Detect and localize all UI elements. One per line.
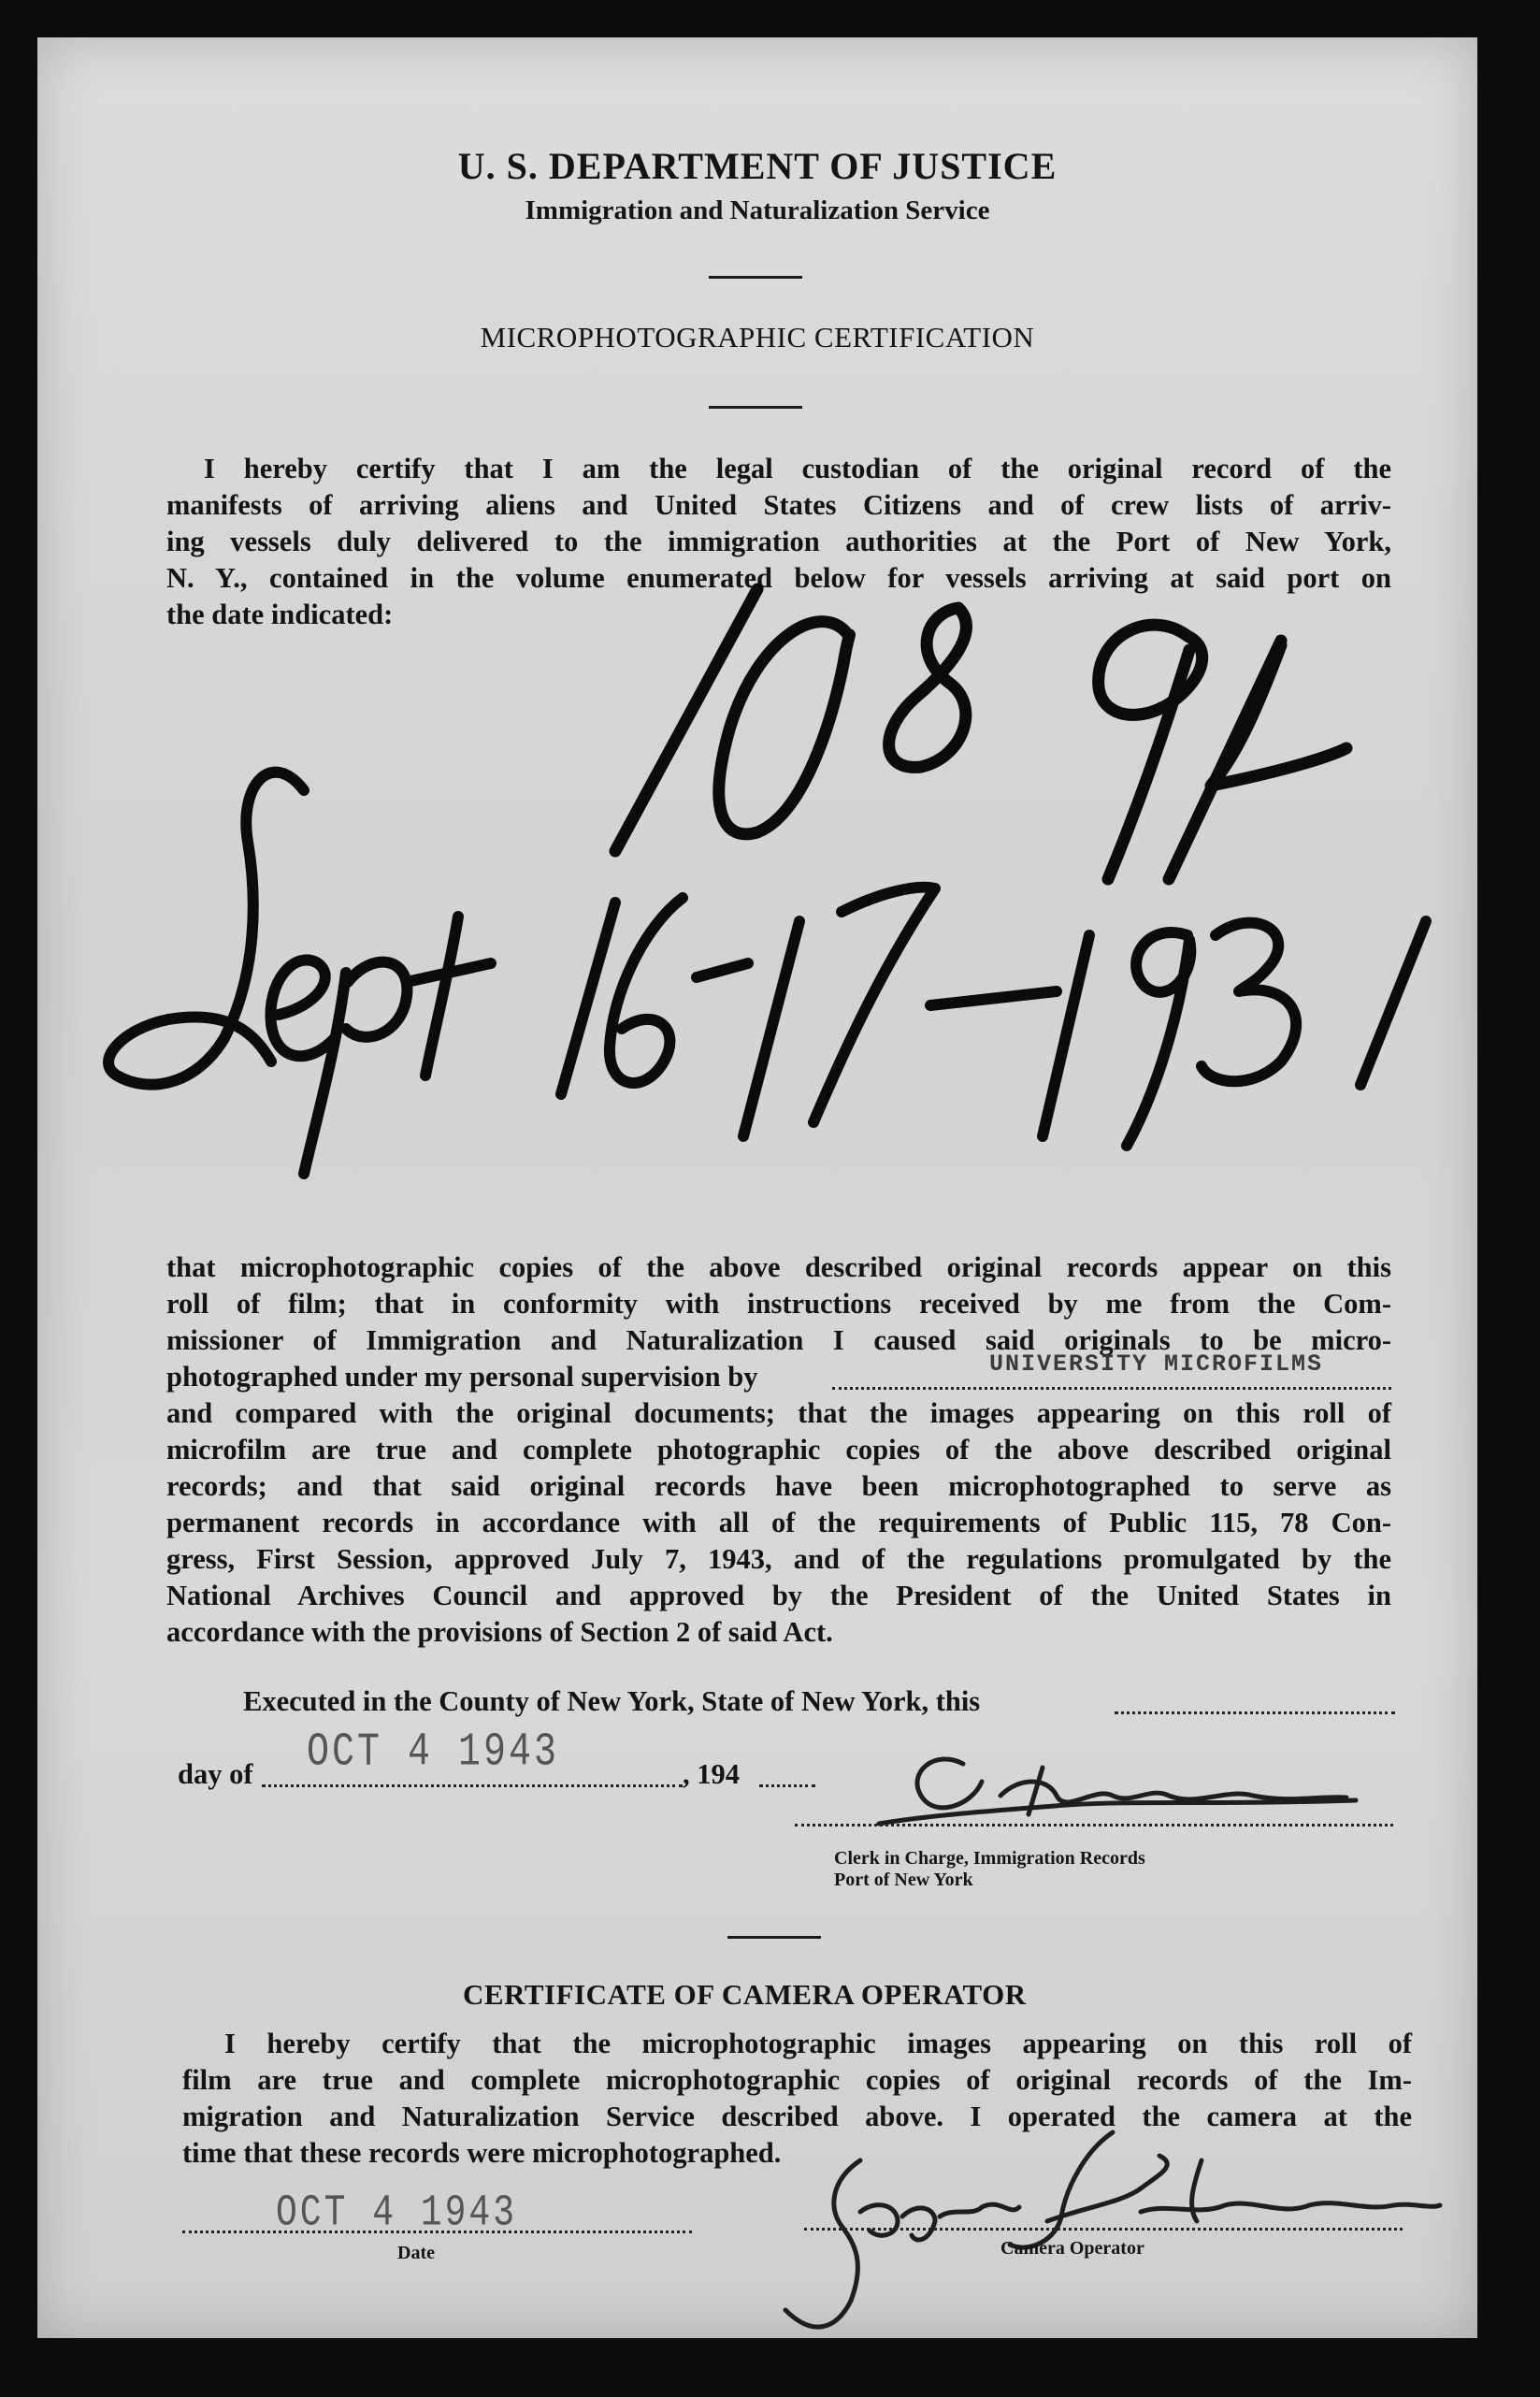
statement-line: accordance with the provisions of Section 2 of said Act. — [166, 1616, 833, 1648]
statement-line: National Archives Council and approved by the President of the United States in — [166, 1580, 1391, 1611]
camera-operator-signature-line — [804, 2228, 1403, 2231]
typed-company-name: UNIVERSITY MICROFILMS — [989, 1350, 1324, 1378]
statement-line: that microphotographic copies of the above described original records appear on this — [166, 1251, 1391, 1283]
executed-line: Executed in the County of New York, State of New York, this — [243, 1685, 981, 1717]
statement-line: time that these records were microphotographed. — [182, 2137, 782, 2169]
clerk-office: Port of New York — [834, 1870, 973, 1890]
statement-line: and compared with the original documents; that the images appearing on this roll of — [166, 1397, 1391, 1429]
statement-line: film are true and complete microphotographic copies of original records of the Im- — [182, 2064, 1412, 2096]
clerk-title: Clerk in Charge, Immigration Records — [834, 1848, 1145, 1869]
statement-line: the date indicated: — [166, 599, 394, 630]
statement-line: I hereby certify that I am the legal custodian of the original record of the — [204, 453, 1391, 484]
svg-text:10894: 10894 — [972, 767, 975, 768]
statement-line: N. Y., contained in the volume enumerated below for vessels arriving at said port on — [166, 562, 1391, 594]
department-heading: U. S. DEPARTMENT OF JUSTICE — [457, 145, 1058, 187]
camera-operator-heading: CERTIFICATE OF CAMERA OPERATOR — [463, 1978, 1027, 2011]
statement-line: ing vessels duly delivered to the immigration authorities at the Port of New York, — [166, 526, 1391, 557]
statement-line: permanent records in accordance with all of the requirements of Public 115, 78 Con- — [166, 1507, 1391, 1538]
stamped-operator-date: OCT 4 1943 — [276, 2188, 518, 2239]
year-prefix: , 194 — [683, 1758, 740, 1790]
statement-line: roll of film; that in conformity with instructions received by me from the Com- — [166, 1288, 1391, 1320]
svg-text:Sept 16-17-1931: Sept 16-17-1931 — [692, 1066, 698, 1067]
certification-document — [37, 37, 1477, 2338]
camera-operator-label: Camera Operator — [1000, 2238, 1144, 2259]
statement-line: migration and Naturalization Service described above. I operated the camera at the — [182, 2101, 1412, 2132]
statement-line-text: photographed under my personal supervision by — [166, 1361, 758, 1393]
form-title: MICROPHOTOGRAPHIC CERTIFICATION — [480, 321, 1035, 354]
statement-line: microfilm are true and complete photographic copies of the above described original — [166, 1434, 1391, 1466]
statement-line: gress, First Session, approved July 7, 1943, and of the regulations promulgated by the — [166, 1543, 1391, 1575]
statement-line: manifests of arriving aliens and United States Citizens and of crew lists of arriv- — [166, 489, 1391, 521]
day-of-label: day of — [178, 1758, 253, 1790]
service-subheading: Immigration and Naturalization Service — [525, 195, 990, 225]
stamped-execution-date: OCT 4 1943 — [307, 1726, 560, 1780]
statement-line: I hereby certify that the microphotographic images appearing on this roll of — [224, 2028, 1412, 2059]
camera-operator-signature — [37, 37, 1477, 2338]
statement-line: missioner of Immigration and Naturalization I caused said originals to be micro- — [166, 1324, 1391, 1356]
statement-line: records; and that said original records have been microphotographed to serve as — [166, 1470, 1391, 1502]
date-label: Date — [397, 2243, 435, 2263]
